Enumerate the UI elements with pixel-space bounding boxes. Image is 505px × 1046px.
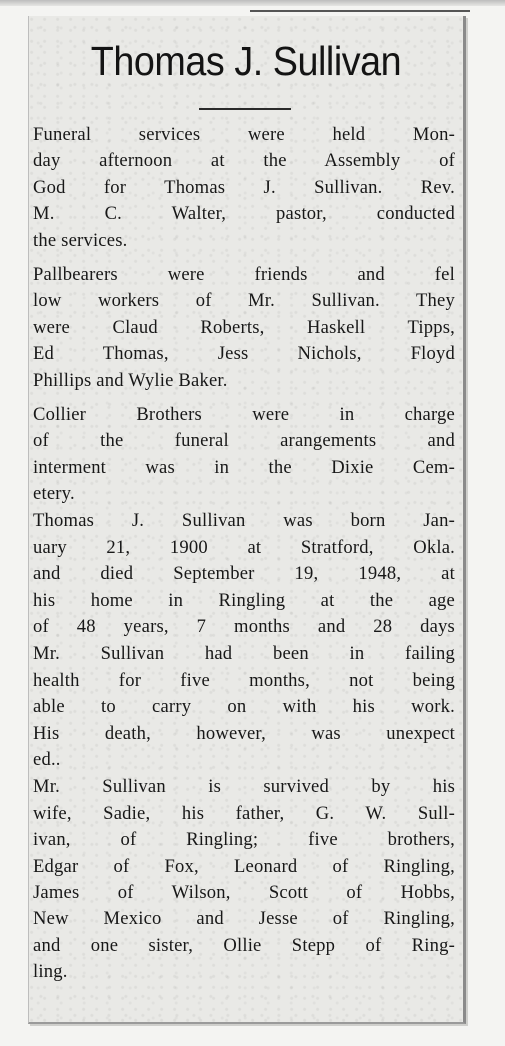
text-line: etery. [33,483,75,505]
paragraph-birth-death [33,508,455,640]
text-line: Edgar of Fox, Leonard of Ringling, [33,855,455,877]
text-line: health for five months, not being [33,669,455,691]
obituary-headline: Thomas J. Sullivan [90,38,402,84]
paragraph-arrangements [33,402,455,508]
text-line: Mr. Sullivan is survived by his [33,776,455,798]
text-line: able to carry on with his work. [33,696,455,718]
text-line: interment was in the Dixie Cem- [33,456,455,478]
text-line: ed.. [33,748,61,770]
text-line: Pallbearers were friends and fel [33,263,455,285]
text-line: low workers of Mr. Sullivan. They [33,290,455,312]
text-line: Collier Brothers were in charge [33,403,455,425]
text-line: Thomas J. Sullivan was born Jan- [33,510,455,532]
text-line: God for Thomas J. Sullivan. Rev. [33,176,455,198]
text-line: of 48 years, 7 months and 28 days [33,616,455,638]
paragraph-funeral-services [33,122,455,254]
text-line: Mr. Sullivan had been in failing [33,643,455,665]
clipping-cut-line [250,0,470,12]
paragraph-health [33,641,455,773]
text-line: Phillips and Wylie Baker. [33,369,228,391]
text-line: day afternoon at the Assembly of [33,150,455,172]
text-line: wife, Sadie, his father, G. W. Sull- [33,802,455,824]
text-line: M. C. Walter, pastor, conducted [33,203,455,225]
text-line: New Mexico and Jesse of Ringling, [33,908,455,930]
obituary-body [33,122,455,986]
text-line: uary 21, 1900 at Stratford, Okla. [33,536,455,558]
text-line: Ed Thomas, Jess Nichols, Floyd [33,343,455,365]
text-line: James of Wilson, Scott of Hobbs, [33,881,455,903]
text-line: His death, however, was unexpect [33,722,455,744]
newspaper-clipping [28,16,466,1024]
text-line: Funeral services were held Mon- [33,124,455,145]
paragraph-pallbearers [33,262,455,394]
text-line: the services. [33,229,128,251]
text-line: ivan, of Ringling; five brothers, [33,829,455,851]
text-line: his home in Ringling at the age [33,589,455,611]
text-line: were Claud Roberts, Haskell Tipps, [33,316,455,338]
text-line: and died September 19, 1948, at [33,563,455,585]
text-line: ling. [33,961,68,983]
paragraph-survivors [33,774,455,985]
text-line: and one sister, Ollie Stepp of Ring- [33,934,455,956]
text-line: of the funeral arangements and [33,430,455,452]
headline-rule [199,108,291,110]
